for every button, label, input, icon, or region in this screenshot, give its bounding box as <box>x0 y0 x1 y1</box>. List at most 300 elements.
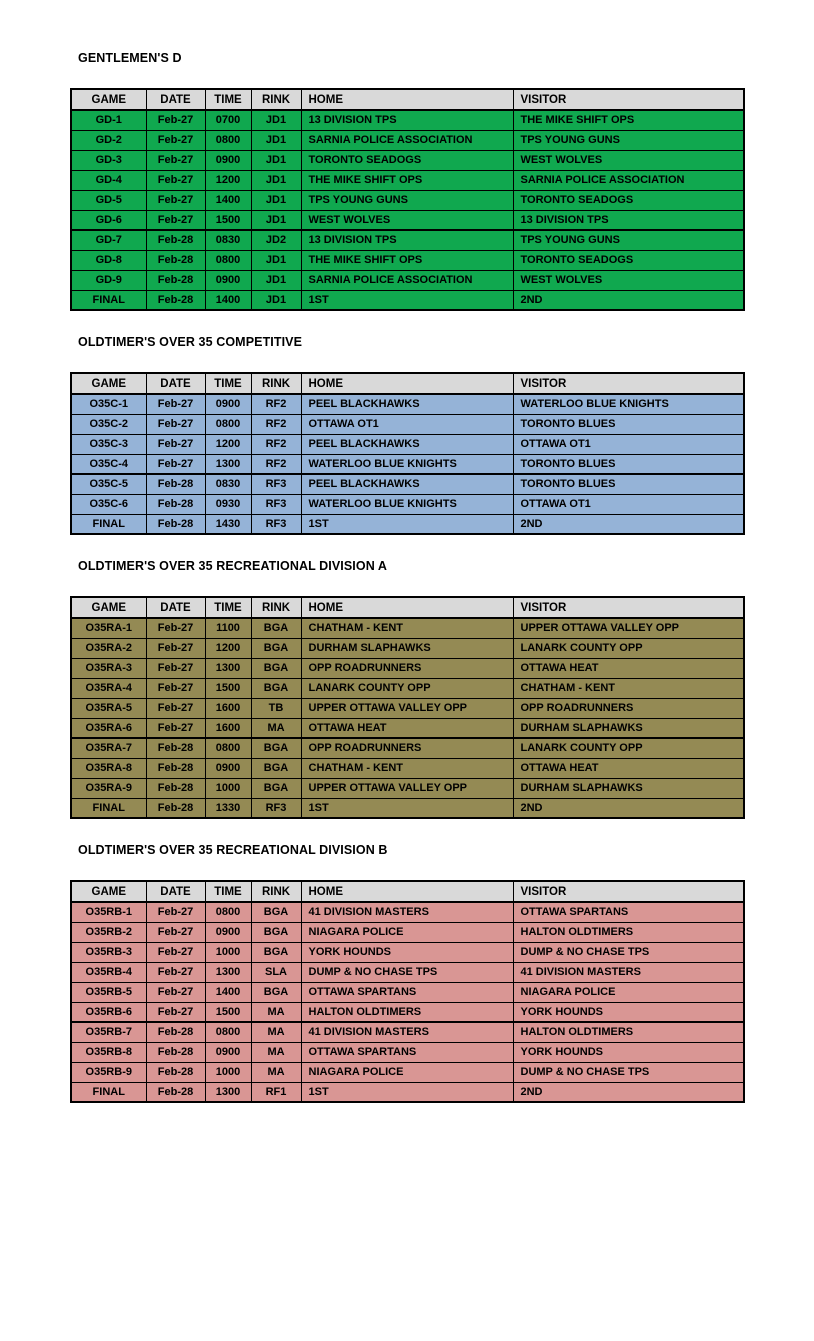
rink-cell: RF2 <box>251 454 301 474</box>
visitor-cell: DURHAM SLAPHAWKS <box>513 718 744 738</box>
home-cell: 13 DIVISION TPS <box>301 110 513 130</box>
time-cell: 1300 <box>205 658 251 678</box>
rink-cell: RF2 <box>251 414 301 434</box>
column-header-game: GAME <box>71 373 146 394</box>
date-cell: Feb-28 <box>146 270 205 290</box>
rink-cell: MA <box>251 1022 301 1042</box>
time-cell: 0900 <box>205 922 251 942</box>
time-cell: 1200 <box>205 170 251 190</box>
time-cell: 0800 <box>205 414 251 434</box>
game-row <box>71 130 744 150</box>
visitor-cell: 2ND <box>513 514 744 534</box>
column-header-rink: RINK <box>251 597 301 618</box>
section-gentlemens-d <box>70 51 814 311</box>
time-cell: 1430 <box>205 514 251 534</box>
game-cell: O35RA-4 <box>71 678 146 698</box>
home-cell: SARNIA POLICE ASSOCIATION <box>301 270 513 290</box>
table-header <box>71 373 744 394</box>
column-header-time: TIME <box>205 881 251 902</box>
rink-cell: RF2 <box>251 434 301 454</box>
column-header-game: GAME <box>71 597 146 618</box>
game-cell: O35RB-1 <box>71 902 146 922</box>
column-header-visitor: VISITOR <box>513 881 744 902</box>
schedule-table <box>70 880 745 1103</box>
game-row <box>71 618 744 638</box>
schedule-table <box>70 88 745 311</box>
time-cell: 0800 <box>205 250 251 270</box>
date-cell: Feb-27 <box>146 942 205 962</box>
time-cell: 0930 <box>205 494 251 514</box>
rink-cell: RF3 <box>251 494 301 514</box>
rink-cell: JD1 <box>251 150 301 170</box>
rink-cell: BGA <box>251 778 301 798</box>
game-cell: O35RA-3 <box>71 658 146 678</box>
game-cell: FINAL <box>71 798 146 818</box>
column-header-rink: RINK <box>251 89 301 110</box>
home-cell: OPP ROADRUNNERS <box>301 658 513 678</box>
section-oldtimers-over-35-rec-division-b <box>70 843 814 1103</box>
date-cell: Feb-27 <box>146 902 205 922</box>
header-row <box>71 597 744 618</box>
game-cell: O35C-4 <box>71 454 146 474</box>
home-cell: WATERLOO BLUE KNIGHTS <box>301 454 513 474</box>
time-cell: 0830 <box>205 474 251 494</box>
time-cell: 1300 <box>205 454 251 474</box>
rink-cell: BGA <box>251 638 301 658</box>
rink-cell: BGA <box>251 618 301 638</box>
home-cell: CHATHAM - KENT <box>301 758 513 778</box>
header-row <box>71 89 744 110</box>
visitor-cell: TORONTO BLUES <box>513 474 744 494</box>
time-cell: 1000 <box>205 778 251 798</box>
section-oldtimers-over-35-rec-division-a <box>70 559 814 819</box>
visitor-cell: SARNIA POLICE ASSOCIATION <box>513 170 744 190</box>
time-cell: 1400 <box>205 190 251 210</box>
game-row <box>71 1082 744 1102</box>
time-cell: 1500 <box>205 210 251 230</box>
date-cell: Feb-27 <box>146 130 205 150</box>
rink-cell: JD2 <box>251 230 301 250</box>
column-header-date: DATE <box>146 373 205 394</box>
visitor-cell: 41 DIVISION MASTERS <box>513 962 744 982</box>
column-header-home: HOME <box>301 597 513 618</box>
rink-cell: JD1 <box>251 270 301 290</box>
date-cell: Feb-27 <box>146 982 205 1002</box>
game-row <box>71 290 744 310</box>
visitor-cell: LANARK COUNTY OPP <box>513 738 744 758</box>
date-cell: Feb-28 <box>146 798 205 818</box>
visitor-cell: TPS YOUNG GUNS <box>513 130 744 150</box>
column-header-visitor: VISITOR <box>513 373 744 394</box>
game-cell: O35RA-9 <box>71 778 146 798</box>
date-cell: Feb-28 <box>146 758 205 778</box>
rink-cell: JD1 <box>251 110 301 130</box>
time-cell: 1100 <box>205 618 251 638</box>
game-row <box>71 110 744 130</box>
time-cell: 0800 <box>205 902 251 922</box>
visitor-cell: OTTAWA OT1 <box>513 434 744 454</box>
time-cell: 0900 <box>205 270 251 290</box>
game-row <box>71 902 744 922</box>
date-cell: Feb-27 <box>146 110 205 130</box>
game-row <box>71 434 744 454</box>
visitor-cell: OTTAWA SPARTANS <box>513 902 744 922</box>
game-cell: GD-6 <box>71 210 146 230</box>
section-title: OLDTIMER'S OVER 35 COMPETITIVE <box>78 335 303 349</box>
rink-cell: JD1 <box>251 130 301 150</box>
game-row <box>71 962 744 982</box>
table-body <box>71 110 744 310</box>
game-row <box>71 474 744 494</box>
game-row <box>71 658 744 678</box>
date-cell: Feb-27 <box>146 434 205 454</box>
game-cell: O35C-2 <box>71 414 146 434</box>
rink-cell: JD1 <box>251 190 301 210</box>
visitor-cell: WEST WOLVES <box>513 150 744 170</box>
date-cell: Feb-27 <box>146 962 205 982</box>
home-cell: OTTAWA SPARTANS <box>301 1042 513 1062</box>
home-cell: WATERLOO BLUE KNIGHTS <box>301 494 513 514</box>
game-cell: O35RA-1 <box>71 618 146 638</box>
rink-cell: MA <box>251 1002 301 1022</box>
game-row <box>71 758 744 778</box>
home-cell: THE MIKE SHIFT OPS <box>301 250 513 270</box>
game-cell: O35RB-7 <box>71 1022 146 1042</box>
home-cell: PEEL BLACKHAWKS <box>301 474 513 494</box>
time-cell: 1600 <box>205 718 251 738</box>
time-cell: 1500 <box>205 678 251 698</box>
rink-cell: BGA <box>251 982 301 1002</box>
date-cell: Feb-27 <box>146 1002 205 1022</box>
game-row <box>71 150 744 170</box>
home-cell: OPP ROADRUNNERS <box>301 738 513 758</box>
time-cell: 1500 <box>205 1002 251 1022</box>
time-cell: 0700 <box>205 110 251 130</box>
date-cell: Feb-27 <box>146 394 205 414</box>
visitor-cell: UPPER OTTAWA VALLEY OPP <box>513 618 744 638</box>
time-cell: 1200 <box>205 434 251 454</box>
home-cell: THE MIKE SHIFT OPS <box>301 170 513 190</box>
time-cell: 1200 <box>205 638 251 658</box>
home-cell: UPPER OTTAWA VALLEY OPP <box>301 778 513 798</box>
table-body <box>71 394 744 534</box>
section-oldtimers-over-35-competitive <box>70 335 814 535</box>
game-cell: O35RB-5 <box>71 982 146 1002</box>
game-row <box>71 514 744 534</box>
rink-cell: TB <box>251 698 301 718</box>
home-cell: CHATHAM - KENT <box>301 618 513 638</box>
table-body <box>71 618 744 818</box>
home-cell: 41 DIVISION MASTERS <box>301 1022 513 1042</box>
date-cell: Feb-28 <box>146 230 205 250</box>
game-cell: O35RB-2 <box>71 922 146 942</box>
game-row <box>71 454 744 474</box>
date-cell: Feb-27 <box>146 658 205 678</box>
rink-cell: JD1 <box>251 210 301 230</box>
game-row <box>71 778 744 798</box>
game-cell: O35RA-6 <box>71 718 146 738</box>
schedule-table <box>70 596 745 819</box>
visitor-cell: WATERLOO BLUE KNIGHTS <box>513 394 744 414</box>
game-row <box>71 230 744 250</box>
visitor-cell: DUMP & NO CHASE TPS <box>513 1062 744 1082</box>
visitor-cell: LANARK COUNTY OPP <box>513 638 744 658</box>
home-cell: 1ST <box>301 514 513 534</box>
game-row <box>71 394 744 414</box>
visitor-cell: TORONTO BLUES <box>513 414 744 434</box>
rink-cell: BGA <box>251 738 301 758</box>
game-row <box>71 190 744 210</box>
game-row <box>71 718 744 738</box>
game-cell: GD-4 <box>71 170 146 190</box>
game-row <box>71 922 744 942</box>
home-cell: 1ST <box>301 1082 513 1102</box>
game-row <box>71 1002 744 1022</box>
home-cell: WEST WOLVES <box>301 210 513 230</box>
game-row <box>71 638 744 658</box>
column-header-date: DATE <box>146 597 205 618</box>
home-cell: UPPER OTTAWA VALLEY OPP <box>301 698 513 718</box>
game-row <box>71 982 744 1002</box>
section-title: OLDTIMER'S OVER 35 RECREATIONAL DIVISION A <box>78 559 388 573</box>
visitor-cell: OTTAWA HEAT <box>513 658 744 678</box>
game-cell: O35C-1 <box>71 394 146 414</box>
date-cell: Feb-28 <box>146 1042 205 1062</box>
column-header-time: TIME <box>205 597 251 618</box>
game-row <box>71 738 744 758</box>
home-cell: OTTAWA OT1 <box>301 414 513 434</box>
date-cell: Feb-28 <box>146 778 205 798</box>
rink-cell: BGA <box>251 658 301 678</box>
game-row <box>71 678 744 698</box>
date-cell: Feb-27 <box>146 150 205 170</box>
game-row <box>71 250 744 270</box>
rink-cell: JD1 <box>251 290 301 310</box>
date-cell: Feb-28 <box>146 494 205 514</box>
game-row <box>71 942 744 962</box>
rink-cell: BGA <box>251 922 301 942</box>
game-row <box>71 1062 744 1082</box>
home-cell: TPS YOUNG GUNS <box>301 190 513 210</box>
column-header-date: DATE <box>146 89 205 110</box>
date-cell: Feb-27 <box>146 618 205 638</box>
game-cell: O35RA-2 <box>71 638 146 658</box>
rink-cell: BGA <box>251 678 301 698</box>
game-row <box>71 494 744 514</box>
table-header <box>71 89 744 110</box>
game-cell: O35C-5 <box>71 474 146 494</box>
rink-cell: JD1 <box>251 250 301 270</box>
date-cell: Feb-28 <box>146 1062 205 1082</box>
game-cell: O35RA-7 <box>71 738 146 758</box>
rink-cell: BGA <box>251 942 301 962</box>
date-cell: Feb-28 <box>146 474 205 494</box>
game-cell: O35C-3 <box>71 434 146 454</box>
date-cell: Feb-28 <box>146 738 205 758</box>
home-cell: 13 DIVISION TPS <box>301 230 513 250</box>
game-cell: FINAL <box>71 1082 146 1102</box>
visitor-cell: HALTON OLDTIMERS <box>513 922 744 942</box>
home-cell: DURHAM SLAPHAWKS <box>301 638 513 658</box>
time-cell: 1600 <box>205 698 251 718</box>
game-cell: FINAL <box>71 514 146 534</box>
home-cell: SARNIA POLICE ASSOCIATION <box>301 130 513 150</box>
rink-cell: MA <box>251 718 301 738</box>
visitor-cell: TPS YOUNG GUNS <box>513 230 744 250</box>
column-header-rink: RINK <box>251 881 301 902</box>
time-cell: 0900 <box>205 150 251 170</box>
visitor-cell: WEST WOLVES <box>513 270 744 290</box>
rink-cell: RF3 <box>251 798 301 818</box>
home-cell: YORK HOUNDS <box>301 942 513 962</box>
home-cell: 41 DIVISION MASTERS <box>301 902 513 922</box>
visitor-cell: YORK HOUNDS <box>513 1042 744 1062</box>
column-header-visitor: VISITOR <box>513 597 744 618</box>
date-cell: Feb-27 <box>146 922 205 942</box>
home-cell: HALTON OLDTIMERS <box>301 1002 513 1022</box>
header-row <box>71 881 744 902</box>
date-cell: Feb-27 <box>146 638 205 658</box>
visitor-cell: CHATHAM - KENT <box>513 678 744 698</box>
game-cell: O35C-6 <box>71 494 146 514</box>
visitor-cell: 2ND <box>513 290 744 310</box>
game-row <box>71 1042 744 1062</box>
game-row <box>71 798 744 818</box>
section-title: GENTLEMEN'S D <box>78 51 182 65</box>
time-cell: 0900 <box>205 394 251 414</box>
table-header <box>71 597 744 618</box>
game-cell: O35RB-9 <box>71 1062 146 1082</box>
visitor-cell: OPP ROADRUNNERS <box>513 698 744 718</box>
visitor-cell: DURHAM SLAPHAWKS <box>513 778 744 798</box>
home-cell: 1ST <box>301 798 513 818</box>
visitor-cell: 2ND <box>513 1082 744 1102</box>
table-header <box>71 881 744 902</box>
home-cell: OTTAWA HEAT <box>301 718 513 738</box>
game-cell: O35RA-8 <box>71 758 146 778</box>
time-cell: 1300 <box>205 962 251 982</box>
time-cell: 1330 <box>205 798 251 818</box>
game-row <box>71 270 744 290</box>
rink-cell: BGA <box>251 902 301 922</box>
home-cell: PEEL BLACKHAWKS <box>301 434 513 454</box>
game-cell: GD-2 <box>71 130 146 150</box>
rink-cell: RF3 <box>251 514 301 534</box>
game-cell: O35RB-3 <box>71 942 146 962</box>
game-cell: O35RB-6 <box>71 1002 146 1022</box>
date-cell: Feb-27 <box>146 190 205 210</box>
visitor-cell: TORONTO BLUES <box>513 454 744 474</box>
rink-cell: MA <box>251 1042 301 1062</box>
visitor-cell: YORK HOUNDS <box>513 1002 744 1022</box>
date-cell: Feb-28 <box>146 290 205 310</box>
home-cell: TORONTO SEADOGS <box>301 150 513 170</box>
home-cell: PEEL BLACKHAWKS <box>301 394 513 414</box>
home-cell: OTTAWA SPARTANS <box>301 982 513 1002</box>
home-cell: 1ST <box>301 290 513 310</box>
home-cell: LANARK COUNTY OPP <box>301 678 513 698</box>
home-cell: NIAGARA POLICE <box>301 1062 513 1082</box>
time-cell: 1000 <box>205 1062 251 1082</box>
date-cell: Feb-27 <box>146 678 205 698</box>
time-cell: 1400 <box>205 290 251 310</box>
column-header-home: HOME <box>301 89 513 110</box>
rink-cell: MA <box>251 1062 301 1082</box>
game-row <box>71 698 744 718</box>
game-cell: GD-8 <box>71 250 146 270</box>
game-cell: GD-1 <box>71 110 146 130</box>
game-cell: GD-5 <box>71 190 146 210</box>
time-cell: 0900 <box>205 758 251 778</box>
date-cell: Feb-28 <box>146 1022 205 1042</box>
game-row <box>71 414 744 434</box>
game-row <box>71 1022 744 1042</box>
visitor-cell: DUMP & NO CHASE TPS <box>513 942 744 962</box>
rink-cell: RF1 <box>251 1082 301 1102</box>
time-cell: 0800 <box>205 130 251 150</box>
column-header-home: HOME <box>301 881 513 902</box>
schedule-table <box>70 372 745 535</box>
header-row <box>71 373 744 394</box>
time-cell: 0800 <box>205 738 251 758</box>
column-header-home: HOME <box>301 373 513 394</box>
table-body <box>71 902 744 1102</box>
date-cell: Feb-28 <box>146 514 205 534</box>
visitor-cell: 2ND <box>513 798 744 818</box>
date-cell: Feb-28 <box>146 250 205 270</box>
column-header-time: TIME <box>205 89 251 110</box>
game-cell: GD-3 <box>71 150 146 170</box>
column-header-date: DATE <box>146 881 205 902</box>
home-cell: DUMP & NO CHASE TPS <box>301 962 513 982</box>
visitor-cell: TORONTO SEADOGS <box>513 250 744 270</box>
date-cell: Feb-27 <box>146 414 205 434</box>
time-cell: 0830 <box>205 230 251 250</box>
column-header-visitor: VISITOR <box>513 89 744 110</box>
date-cell: Feb-27 <box>146 210 205 230</box>
column-header-game: GAME <box>71 881 146 902</box>
home-cell: NIAGARA POLICE <box>301 922 513 942</box>
section-title: OLDTIMER'S OVER 35 RECREATIONAL DIVISION B <box>78 843 388 857</box>
visitor-cell: OTTAWA OT1 <box>513 494 744 514</box>
game-row <box>71 170 744 190</box>
game-cell: O35RB-8 <box>71 1042 146 1062</box>
time-cell: 1000 <box>205 942 251 962</box>
visitor-cell: THE MIKE SHIFT OPS <box>513 110 744 130</box>
date-cell: Feb-27 <box>146 698 205 718</box>
time-cell: 0900 <box>205 1042 251 1062</box>
rink-cell: RF3 <box>251 474 301 494</box>
visitor-cell: NIAGARA POLICE <box>513 982 744 1002</box>
date-cell: Feb-27 <box>146 454 205 474</box>
visitor-cell: OTTAWA HEAT <box>513 758 744 778</box>
game-cell: GD-9 <box>71 270 146 290</box>
visitor-cell: 13 DIVISION TPS <box>513 210 744 230</box>
date-cell: Feb-27 <box>146 718 205 738</box>
rink-cell: JD1 <box>251 170 301 190</box>
time-cell: 1400 <box>205 982 251 1002</box>
date-cell: Feb-28 <box>146 1082 205 1102</box>
game-row <box>71 210 744 230</box>
date-cell: Feb-27 <box>146 170 205 190</box>
game-cell: O35RB-4 <box>71 962 146 982</box>
rink-cell: BGA <box>251 758 301 778</box>
time-cell: 0800 <box>205 1022 251 1042</box>
rink-cell: RF2 <box>251 394 301 414</box>
visitor-cell: TORONTO SEADOGS <box>513 190 744 210</box>
game-cell: FINAL <box>71 290 146 310</box>
column-header-game: GAME <box>71 89 146 110</box>
